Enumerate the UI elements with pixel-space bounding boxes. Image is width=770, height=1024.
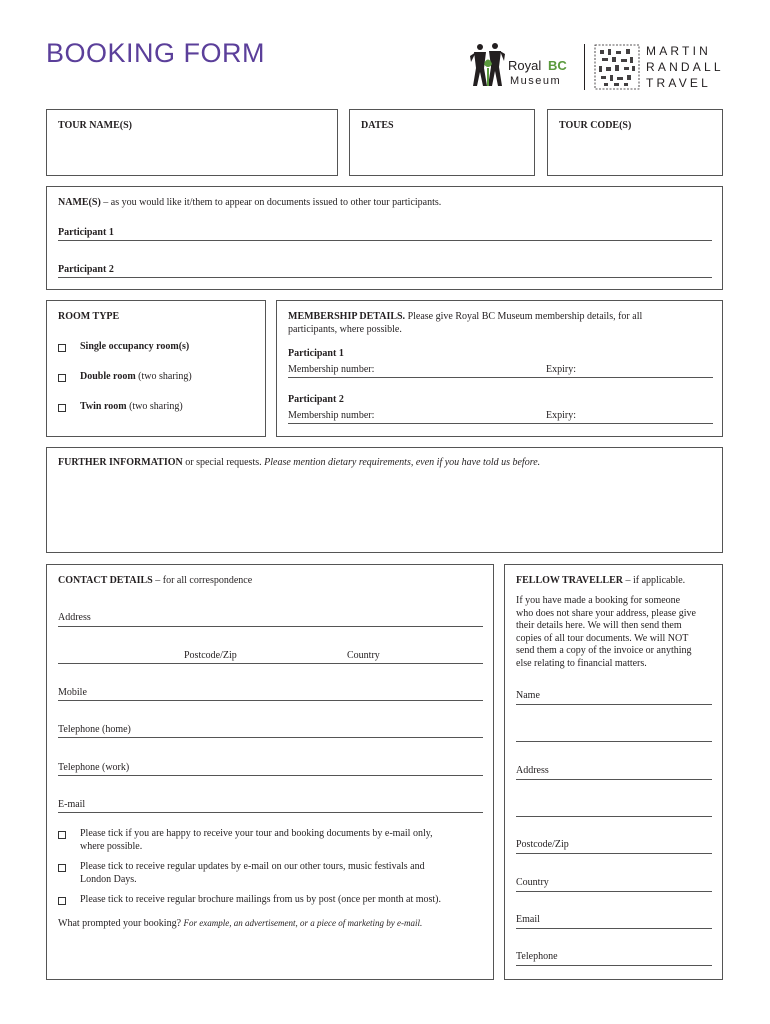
address-label: Address (58, 612, 91, 623)
page-title: BOOKING FORM (46, 38, 266, 68)
membership-participant2-label: Participant 2 (288, 394, 344, 405)
membership-section (276, 300, 723, 437)
telephone-home-label: Telephone (home) (58, 724, 131, 735)
postcode-country-field[interactable] (58, 663, 483, 664)
room-type-heading: ROOM TYPE (58, 311, 120, 322)
single-room-label: Single occupancy room(s) (80, 341, 190, 352)
brochure-mailings-checkbox[interactable] (58, 897, 66, 905)
single-room-checkbox[interactable] (58, 344, 66, 352)
contact-details-section (46, 564, 494, 980)
email-field[interactable] (58, 812, 483, 813)
contact-heading: CONTACT DETAILS – for all correspondence (58, 575, 253, 586)
fellow-address-field[interactable] (516, 779, 712, 780)
svg-text:Museum: Museum (510, 75, 562, 87)
logo-divider (584, 44, 585, 90)
email-updates-checkbox[interactable] (58, 864, 66, 872)
telephone-work-label: Telephone (work) (58, 762, 130, 773)
fellow-address-label: Address (516, 765, 549, 776)
email-documents-label: Please tick if you are happy to receive your tour and booking documents by e-mail only, where possible. (80, 828, 433, 852)
email-label: E-mail (58, 799, 86, 810)
double-room-checkbox[interactable] (58, 374, 66, 382)
fellow-traveller-heading: FELLOW TRAVELLER – if applicable. (516, 575, 686, 586)
fellow-address-field-2[interactable] (516, 816, 712, 817)
fellow-name-label: Name (516, 690, 540, 701)
expiry2-label: Expiry: (546, 410, 576, 421)
fellow-country-label: Country (516, 877, 549, 888)
participant2-name-field[interactable] (58, 277, 712, 278)
participant2-label: Participant 2 (58, 264, 114, 275)
further-information-box[interactable] (46, 447, 723, 553)
telephone-home-field[interactable] (58, 737, 483, 738)
address-field[interactable] (58, 626, 483, 627)
email-documents-checkbox[interactable] (58, 831, 66, 839)
martin-randall-crest-icon (594, 44, 640, 90)
participant1-label: Participant 1 (58, 227, 114, 238)
fellow-postcode-field[interactable] (516, 853, 712, 854)
fellow-traveller-section (504, 564, 723, 980)
fellow-email-label: Email (516, 914, 540, 925)
dates-box[interactable] (349, 109, 535, 176)
fellow-postcode-label: Postcode/Zip (516, 839, 569, 850)
further-information-label: FURTHER INFORMATION or special requests. Please mention dietary requirements, even if you have told us before. (58, 457, 541, 468)
brochure-mailings-label: Please tick to receive regular brochure mailings from us by post (once per month at most). (80, 894, 442, 905)
booking-prompt-label: What prompted your booking? For example, an advertisement, or a piece of marketing by e-mail. (58, 918, 423, 929)
fellow-traveller-instructions: If you have made a booking for someone who does not share your address, please give their details here. We will then send them copies of all tour documents. We will NOT send them a copy of the invoice or anything else relating to financial matters. (516, 595, 696, 669)
tour-names-label: TOUR NAME(S) (58, 120, 132, 131)
room-type-section (46, 300, 266, 437)
svg-text:BC: BC (548, 58, 567, 73)
tour-code-label: TOUR CODE(S) (559, 120, 632, 131)
country-label: Country (347, 650, 380, 661)
names-heading: NAME(S) – as you would like it/them to appear on documents issued to other tour participants. (58, 197, 442, 208)
twin-room-checkbox[interactable] (58, 404, 66, 412)
fellow-telephone-label: Telephone (516, 951, 558, 962)
royal-bc-museum-logo (470, 42, 580, 90)
membership-number2-label: Membership number: (288, 410, 375, 421)
tour-names-box[interactable] (46, 109, 338, 176)
double-room-label: Double room (two sharing) (80, 371, 192, 382)
martin-randall-travel-logo: MARTIN RANDALL TRAVEL (646, 44, 724, 90)
telephone-work-field[interactable] (58, 775, 483, 776)
email-updates-label: Please tick to receive regular updates by e-mail on our other tours, music festivals and London Days. (80, 861, 425, 885)
mobile-label: Mobile (58, 687, 87, 698)
logo-royal-text: Royal (508, 58, 542, 73)
membership1-field[interactable] (288, 377, 713, 378)
expiry1-label: Expiry: (546, 364, 576, 375)
membership-heading: MEMBERSHIP DETAILS. Please give Royal BC Museum membership details, for all (288, 311, 643, 322)
membership-number1-label: Membership number: (288, 364, 375, 375)
membership-instruction: participants, where possible. (288, 324, 402, 335)
twin-room-label: Twin room (two sharing) (80, 401, 183, 412)
fellow-name-field-2[interactable] (516, 741, 712, 742)
fellow-country-field[interactable] (516, 891, 712, 892)
postcode-label: Postcode/Zip (184, 650, 237, 661)
fellow-telephone-field[interactable] (516, 965, 712, 966)
membership2-field[interactable] (288, 423, 713, 424)
dates-label: DATES (361, 120, 394, 131)
participant1-name-field[interactable] (58, 240, 712, 241)
names-section (46, 186, 723, 290)
tour-code-box[interactable] (547, 109, 723, 176)
fellow-name-field[interactable] (516, 704, 712, 705)
mobile-field[interactable] (58, 700, 483, 701)
fellow-email-field[interactable] (516, 928, 712, 929)
membership-participant1-label: Participant 1 (288, 348, 344, 359)
